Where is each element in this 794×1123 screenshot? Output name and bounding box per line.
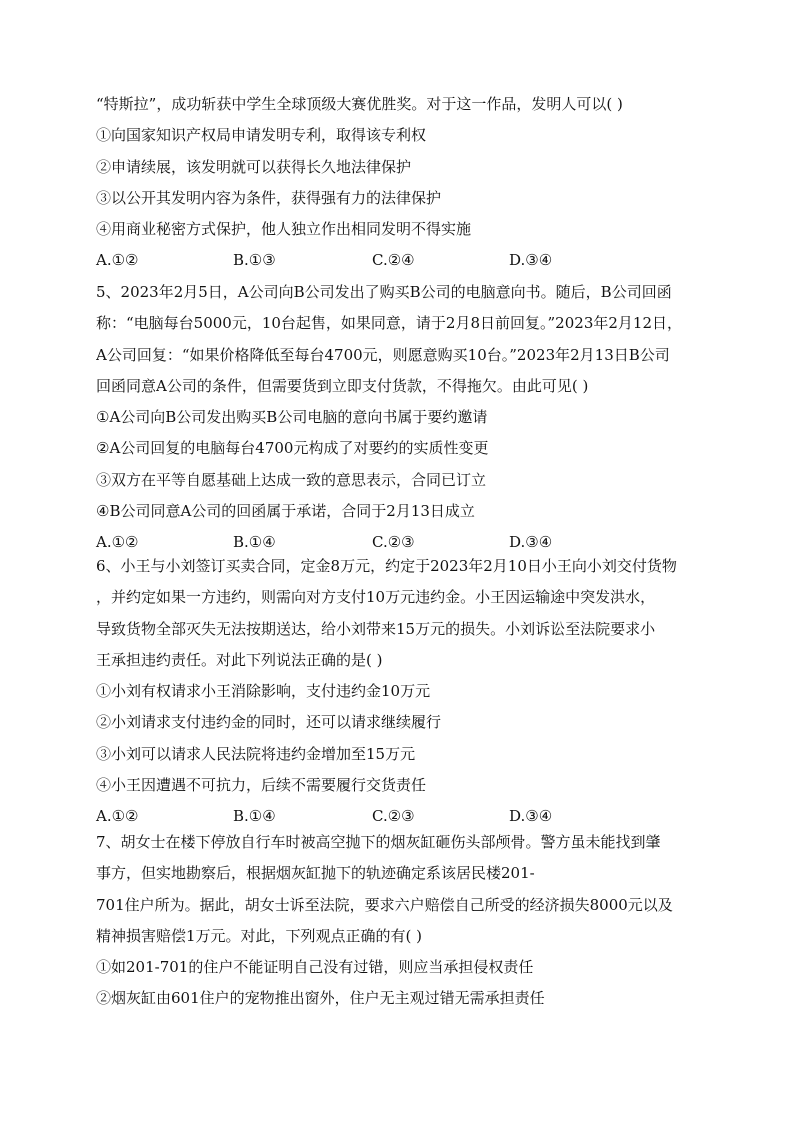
q5-statement-1: ①A公司向B公司发出购买B公司电脑的意向书属于要约邀请 [96,408,488,427]
q4-statement-2: ②申请续展，该发明就可以获得长久地法律保护 [96,157,412,176]
q7-stem-line-4: 精神损害赔偿1万元。对此，下列观点正确的有( ) [96,926,423,945]
q6-statement-1: ①小刘有权请求小王消除影响，支付违约金10万元 [96,682,431,701]
q6-option-b[interactable]: B.①④ [233,807,276,826]
question-5 [96,277,726,559]
q6-statement-4: ④小王因遭遇不可抗力，后续不需要履行交货责任 [96,776,427,795]
q6-stem-line-1: 6、小王与小刘签订买卖合同，定金8万元，约定于2023年2月10日小王向小刘交付货物 [96,557,677,575]
q6-option-c[interactable]: C.②③ [372,807,415,826]
q6-stem-line-2: ，并约定如果一方违约，则需向对方支付10万元违约金。小王因运输途中突发洪水， [96,588,656,607]
question-4 [96,89,726,277]
q4-option-a[interactable]: A.①② [96,251,139,270]
q5-stem-line-4: 回函同意A公司的条件，但需要货到立即支付货款，不得拖欠。由此可见( ) [96,376,589,395]
q4-option-b[interactable]: B.①③ [233,251,276,270]
question-7 [96,827,726,1015]
q6-stem-line-3: 导致货物全部灭失无法按期送达，给小刘带来15万元的损失。小刘诉讼至法院要求小 [96,619,656,638]
q5-statement-4: ④B公司同意A公司的回函属于承诺，合同于2月13日成立 [96,502,475,521]
q6-option-d[interactable]: D.③④ [509,807,553,826]
q6-statement-3: ③小刘可以请求人民法院将违约金增加至15万元 [96,744,416,763]
q5-statement-3: ③双方在平等自愿基础上达成一致的意思表示，合同已订立 [96,470,487,489]
q4-statement-3: ③以公开其发明内容为条件，获得强有力的法律保护 [96,188,442,207]
q7-statement-1: ①如201-701的住户不能证明自己没有过错，则应当承担侵权责任 [96,958,534,977]
q4-options [96,245,726,276]
q5-option-d[interactable]: D.③④ [509,533,553,552]
q4-statement-1: ①向国家知识产权局申请发明专利，取得该专利权 [96,126,427,145]
q7-stem-line-2: 事方，但实地勘察后，根据烟灰缸抛下的轨迹确定系该居民楼201- [96,864,535,883]
q4-option-c[interactable]: C.②④ [372,251,415,270]
q7-statement-2: ②烟灰缸由601住户的宠物推出窗外，住户无主观过错无需承担责任 [96,989,545,1008]
q5-option-a[interactable]: A.①② [96,533,139,552]
q5-statement-2: ②A公司回复的电脑每台4700元构成了对要约的实质性变更 [96,439,489,458]
q5-option-c[interactable]: C.②③ [372,533,415,552]
q4-statement-4: ④用商业秘密方式保护，他人独立作出相同发明不得实施 [96,220,472,239]
q4-stem-line: “特斯拉”，成功斩获中学生全球顶级大赛优胜奖。对于这一作品，发明人可以( ) [96,95,623,113]
q6-stem-line-4: 王承担违约责任。对此下列说法正确的是( ) [96,650,383,669]
q5-stem-line-1: 5、2023年2月5日，A公司向B公司发出了购买B公司的电脑意向书。随后，B公司回函 [96,283,672,301]
q5-stem-line-2: 称：“电脑每台5000元，10台起售，如果同意，请于2月8日前回复。”2023年2月12日， [96,314,682,333]
q5-option-b[interactable]: B.①④ [233,533,276,552]
q5-stem-line-3: A公司回复：“如果价格降低至每台4700元，则愿意购买10台。”2023年2月13日B公司 [96,345,670,364]
question-6 [96,551,726,833]
q7-stem-line-3: 701住户所为。据此，胡女士诉至法院，要求六户赔偿自己所受的经济损失8000元以及 [96,895,673,914]
q4-option-d[interactable]: D.③④ [509,251,553,270]
q7-stem-line-1: 7、胡女士在楼下停放自行车时被高空抛下的烟灰缸砸伤头部颅骨。警方虽未能找到肇 [96,833,661,851]
q6-statement-2: ②小刘请求支付违约金的同时，还可以请求继续履行 [96,713,442,732]
q6-option-a[interactable]: A.①② [96,807,139,826]
